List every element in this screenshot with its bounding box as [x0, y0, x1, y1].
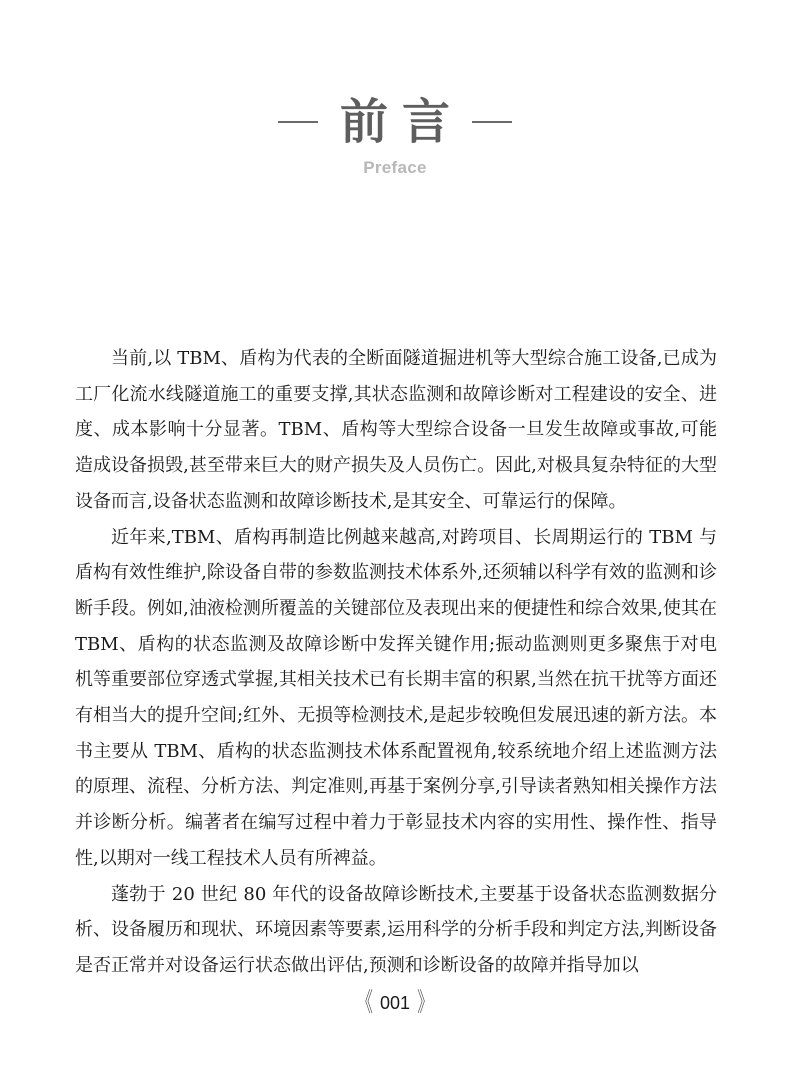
title-right-dash [472, 121, 512, 123]
page-subtitle: Preface [363, 158, 427, 177]
paragraph-3: 蓬勃于 20 世纪 80 年代的设备故障诊断技术,主要基于设备状态监测数据分析、设备履历和现状、环境因素等要素,运用科学的分析手段和判定方法,判断设备是否正常并对设备运行状态做出评估,预测和诊断设备的故障并指导加以 [75, 883, 717, 976]
body-text [75, 341, 717, 984]
right-ornament: 》 [417, 988, 433, 1018]
page-number-text: 001 [379, 993, 411, 1013]
paragraph-2: 近年来,TBM、盾构再制造比例越来越高,对跨项目、长周期运行的 TBM 与盾构有效性维护,除设备自带的参数监测技术体系外,还须辅以科学有效的监测和诊断手段。例如,油液检测所覆盖的关键部位及表现出来的便捷性和综合效果,使其在 TBM、盾构的状态监测及故障诊断中发挥关键作用;振动监测则更多聚焦于对电机等重要部位穿透式掌握,其相关技术已有长期丰富的积累,当然在抗干扰等方面还有相当大的提升空间;红外、无损等检测技术,是起步较晚但发展迅速的新方法。本书主要从 TBM、盾构的状态监测技术体系配置视角,较系统地介绍上述监测方法的原理、流程、分析方法、判定准则,再基于案例分享,引导读者熟知相关操作方法并诊断分析。编著者在编写过程中着力于彰显技术内容的实用性、操作性、指导性,以期对一线工程技术人员有所裨益。 [75, 526, 717, 869]
page-title-row [0, 92, 790, 152]
title-left-dash [278, 121, 318, 123]
page-title: 前言 [339, 94, 464, 150]
page-number [0, 988, 790, 1018]
left-ornament: 《 [357, 988, 373, 1018]
paragraph-1: 当前,以 TBM、盾构为代表的全断面隧道掘进机等大型综合施工设备,已成为工厂化流水线隧道施工的重要支撑,其状态监测和故障诊断对工程建设的安全、进度、成本影响十分显著。TBM、盾构等大型综合设备一旦发生故障或事故,可能造成设备损毁,甚至带来巨大的财产损失及人员伤亡。因此,对极具复杂特征的大型设备而言,设备状态监测和故障诊断技术,是其安全、可靠运行的保障。 [75, 348, 717, 512]
